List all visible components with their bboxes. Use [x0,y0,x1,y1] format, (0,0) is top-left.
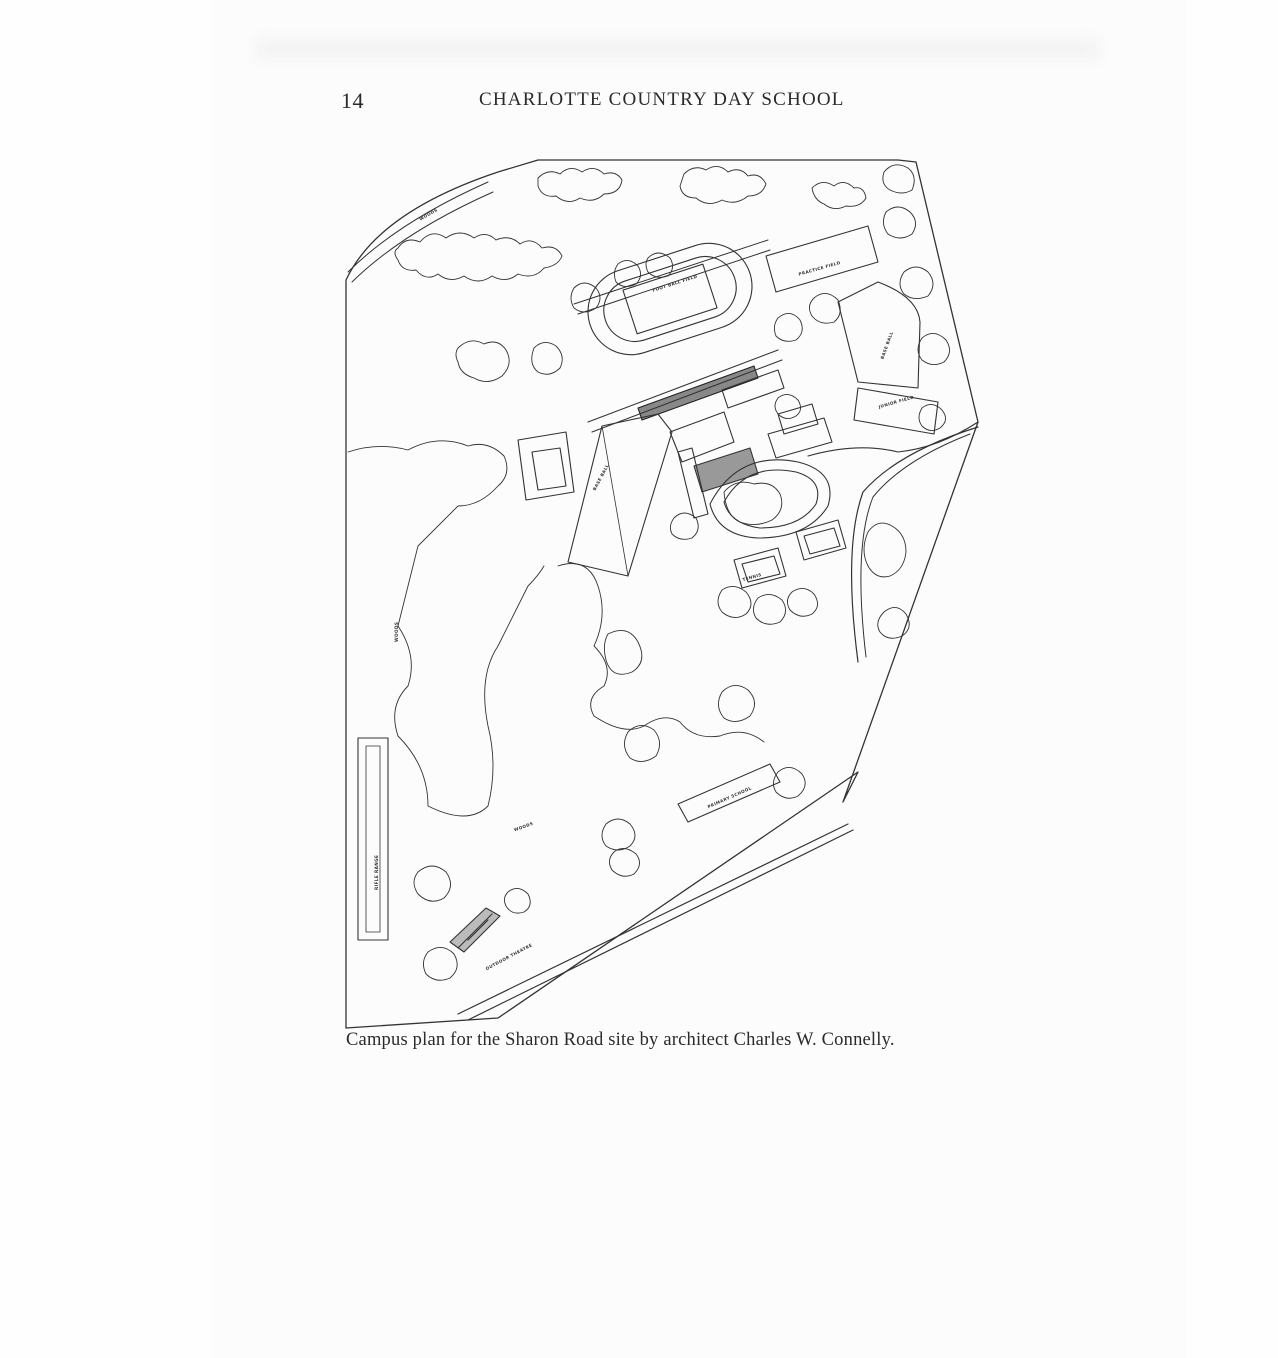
tree-masses [348,165,950,980]
svg-text:WOODS: WOODS [513,820,534,833]
rifle-range-inner [366,746,380,932]
svg-text:FOOT BALL FIELD: FOOT BALL FIELD [651,273,698,293]
svg-text:PRIMARY SCHOOL: PRIMARY SCHOOL [706,785,753,810]
west-field-diagonal [602,426,628,576]
figure-caption: Campus plan for the Sharon Road site by architect Charles W. Connelly. [346,1030,895,1050]
svg-text:BASE BALL: BASE BALL [591,463,610,492]
baseball-diamond [838,282,920,388]
site-boundary [346,160,978,1028]
campus-plan-drawing [338,152,988,1032]
scan-shadow-band [255,38,1100,60]
west-ball-field [568,414,672,576]
svg-text:BASE BALL: BASE BALL [879,330,895,360]
svg-text:WOODS: WOODS [418,207,439,222]
svg-text:OUTDOOR THEATRE: OUTDOOR THEATRE [484,942,534,972]
junior-field [854,388,938,434]
north-road [348,182,493,282]
svg-text:TENNIS: TENNIS [741,571,763,583]
svg-text:WOODS: WOODS [394,621,399,642]
sharon-road [458,824,853,1020]
outdoor-theatre [450,908,500,952]
east-drive [852,427,978,662]
svg-text:PRACTICE FIELD: PRACTICE FIELD [797,259,842,277]
lower-school-building [678,764,780,822]
rifle-range-building [358,738,388,940]
svg-text:JUNIOR FIELD: JUNIOR FIELD [878,394,915,410]
stadium-bleachers [638,366,758,420]
gym-building [518,432,574,500]
tennis-practice-field [766,226,878,292]
track-straight [574,240,770,314]
athletic-track [577,232,763,366]
campus-plan-figure [338,152,988,1032]
svg-text:RIFLE RANGE: RIFLE RANGE [374,854,379,890]
page-number: 14 [341,88,364,113]
running-head: CHARLOTTE COUNTRY DAY SCHOOL [479,89,845,110]
east-drive-inner [861,434,970,657]
